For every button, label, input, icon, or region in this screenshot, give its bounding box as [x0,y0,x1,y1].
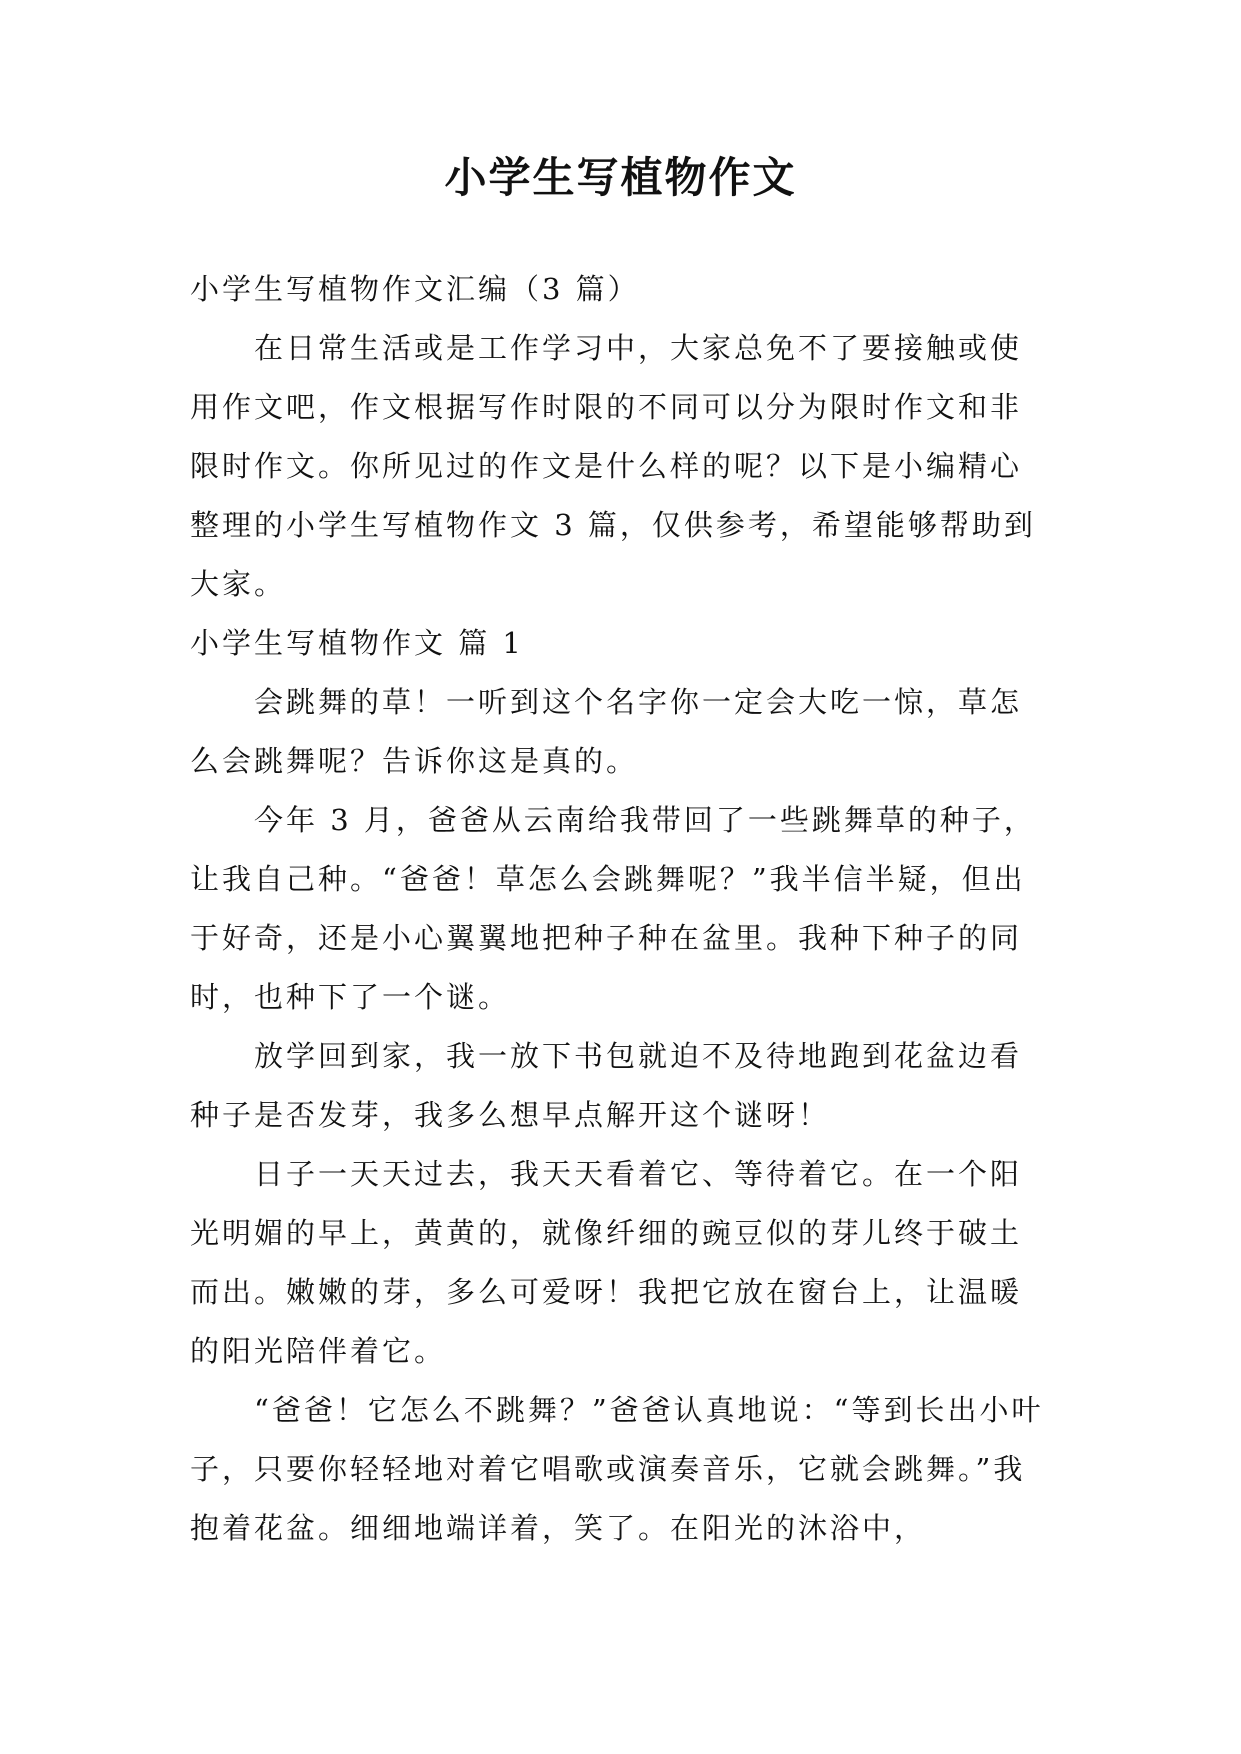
body-paragraph: 日子一天天过去，我天天看着它、等待着它。在一个阳光明媚的早上，黄黄的，就像纤细的豌豆似的芽儿终于破土而出。嫩嫩的芽，多么可爱呀！我把它放在窗台上，让温暖的阳光陪伴着它。 [190,1157,1023,1368]
body-paragraph: “爸爸！它怎么不跳舞？”爸爸认真地说：“等到长出小叶子，只要你轻轻地对着它唱歌或演奏音乐，它就会跳舞。”我抱着花盆。细细地端详着，笑了。在阳光的沐浴中， [190,1393,1044,1545]
body-paragraph: 今年 3 月，爸爸从云南给我带回了一些跳舞草的种子，让我自己种。“爸爸！草怎么会跳舞呢？”我半信半疑，但出于好奇，还是小心翼翼地把种子种在盆里。我种下种子的同时，也种下了一个谜。 [190,803,1036,1014]
body-paragraph: 会跳舞的草！一听到这个名字你一定会大吃一惊，草怎么会跳舞呢？告诉你这是真的。 [190,685,1023,778]
section-heading-1: 小学生写植物作文 篇 1 [190,626,524,660]
document-title: 小学生写植物作文 [444,153,797,202]
collection-heading: 小学生写植物作文汇编（3 篇） [190,272,640,306]
intro-paragraph: 在日常生活或是工作学习中，大家总免不了要接触或使用作文吧，作文根据写作时限的不同可以分为限时作文和非限时作文。你所见过的作文是什么样的呢？以下是小编精心整理的小学生写植物作文 3 篇，仅供参考，希望能够帮助到大家。 [190,331,1036,601]
body-paragraph: 放学回到家，我一放下书包就迫不及待地跑到花盆边看种子是否发芽，我多么想早点解开这个谜呀！ [190,1039,1023,1132]
document-body [190,260,1050,1558]
